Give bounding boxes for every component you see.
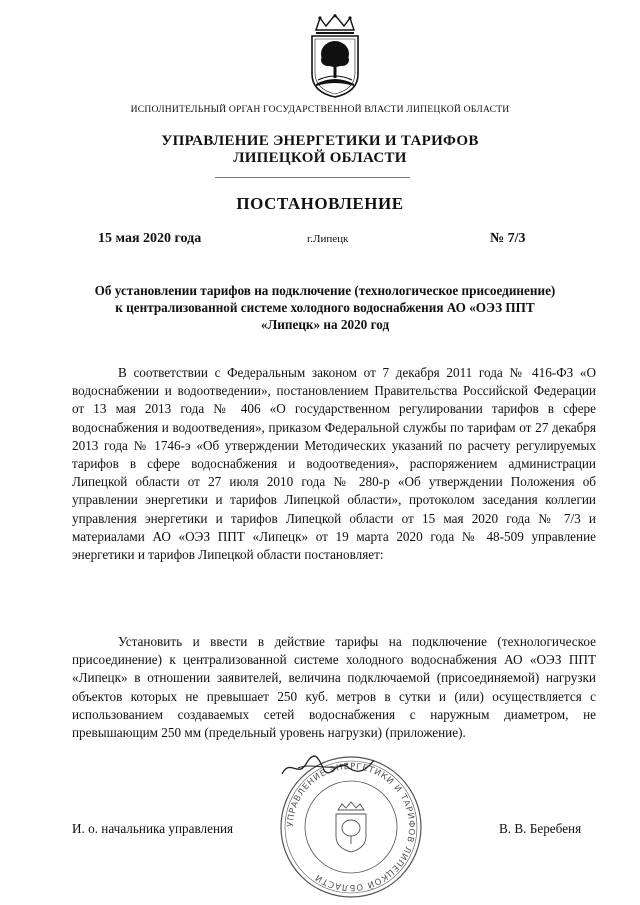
seal-ring-text: УПРАВЛЕНИЕ ЭНЕРГЕТИКИ И ТАРИФОВ ЛИПЕЦКОЙ ОБЛАСТИ (285, 761, 417, 893)
header-divider (215, 177, 410, 178)
handwritten-signature (278, 752, 378, 782)
issuer-line: ИСПОЛНИТЕЛЬНЫЙ ОРГАН ГОСУДАРСТВЕННОЙ ВЛАСТИ ЛИПЕЦКОЙ ОБЛАСТИ (130, 104, 510, 115)
body-paragraph-2: Установить и ввести в действие тарифы на подключение (технологическое присоединение) к централизованной системе холодного водоснабжения АО «ОЭЗ ППТ «Липецк» в отношении заявителей, величина подключаемой (присоединяемой) нагрузки объектов которых не превышает 250 куб. метров в сутки и (или) осуществляется с использованием создаваемых сетей водоснабжения с наружным диаметром, не превышающим 250 мм (предельный уровень нагрузки) (приложение). (72, 634, 596, 741)
document-number: № 7/3 (490, 231, 526, 246)
document-place: г.Липецк (307, 233, 349, 245)
signatory-name: В. В. Беребеня (499, 821, 582, 836)
department-line-1: УПРАВЛЕНИЕ ЭНЕРГЕТИКИ И ТАРИФОВ (161, 133, 479, 149)
body-paragraph-1: В соответствии с Федеральным законом от 7 декабря 2011 года № 416-ФЗ «О водоснабжении и водоотведении», постановлением Правительства Российской Федерации от 13 мая 2013 года № 406 «О государственном регулировании тарифов в сфере водоснабжения и водоотведения», приказом Федеральной службы по тарифам от 27 декабря 2013 года № 1746-э «Об утверждении Методических указаний по расчету регулируемых тарифов в сфере водоснабжения и водоотведения», распоряжением администрации Липецкой области от 27 июля 2010 года № 280-р «Об утверждении Положения об управлении энергетики и тарифов Липецкой области», протоколом заседания коллегии управления энергетики и тарифов Липецкой области от 15 мая 2020 года № 7/3 и материалами АО «ОЭЗ ППТ «Липецк» от 19 марта 2020 года № 48-509 управление энергетики и тарифов Липецкой области постановляет: (72, 365, 596, 563)
signatory-title: И. о. начальника управления (72, 821, 234, 836)
document-type: ПОСТАНОВЛЕНИЕ (236, 194, 404, 213)
department-line-2: ЛИПЕЦКОЙ ОБЛАСТИ (233, 150, 407, 166)
lipetsk-coat-of-arms-icon (304, 14, 366, 98)
department-name (0, 133, 640, 167)
document-subject: Об установлении тарифов на подключение (технологическое присоединение) к централизованной системе холодного водоснабжения АО «ОЭЗ ППТ «Липецк» на 2020 год (94, 283, 556, 332)
document-date: 15 мая 2020 года (98, 231, 202, 246)
